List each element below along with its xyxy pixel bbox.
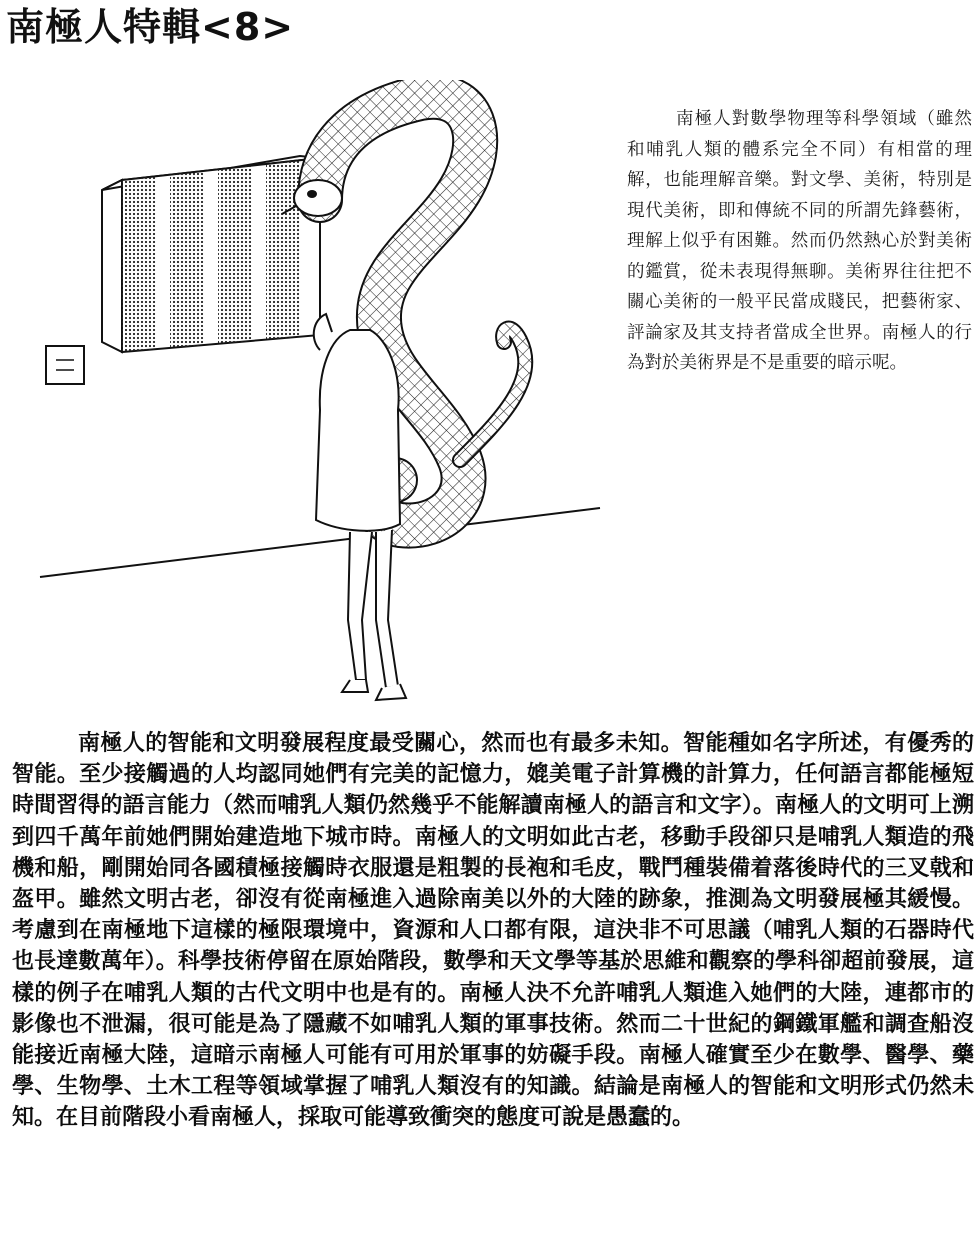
painting <box>102 150 320 360</box>
wall-switch <box>46 346 84 384</box>
snake-woman-viewing-painting-illustration <box>20 80 620 710</box>
woman-figure <box>314 314 406 700</box>
side-note-text: 南極人對數學物理等科學領域（雖然和哺乳人類的體系完全不同）有相當的理解，也能理解音樂。對文學、美術，特別是現代美術，即和傳統不同的所謂先鋒藝術，理解上似乎有困難。然而仍然熱心於對美術的鑑賞，從未表現得無聊。美術界往往把不關心美術的一般平民當成賤民，把藝術家、評論家及其支持者當成全世界。南極人的行為對於美術界是不是重要的暗示呢。 <box>627 109 972 373</box>
main-body-text: 南極人的智能和文明發展程度最受關心，然而也有最多未知。智能種如名字所述，有優秀的智能。至少接觸過的人均認同她們有完美的記憶力，媲美電子計算機的計算力，任何語言都能極短時間習得的語言能力（然而哺乳人類仍然幾乎不能解讀南極人的語言和文字）。南極人的文明可上溯到四千萬年前她們開始建造地下城市時。南極人的文明如此古老，移動手段卻只是哺乳人類造的飛機和船，剛開始同各國積極接觸時衣服還是粗製的長袍和毛皮，戰鬥種裝備着落後時代的三叉戟和盔甲。雖然文明古老，卻沒有從南極進入過除南美以外的大陸的跡象，推測為文明發展極其緩慢。考慮到在南極地下這樣的極限環境中，資源和人口都有限，這決非不可思議（哺乳人類的石器時代也長達數萬年）。科學技術停留在原始階段，數學和天文學等基於思維和觀察的學科卻超前發展，這樣的例子在哺乳人類的古代文明中也是有的。南極人決不允許哺乳人類進入她們的大陸，連都市的影像也不泄漏，很可能是為了隱藏不如哺乳人類的軍事技術。然而二十世紀的鋼鐵軍艦和調查船沒能接近南極大陸，這暗示南極人可能有可用於軍事的妨礙手段。南極人確實至少在數學、醫學、藥學、生物學、土木工程等領域掌握了哺乳人類沒有的知識。結論是南極人的智能和文明形式仍然未知。在目前階段小看南極人，採取可能導致衝突的態度可說是愚蠢的。 <box>12 730 974 1131</box>
page-title: 南極人特輯<8> <box>6 5 295 49</box>
